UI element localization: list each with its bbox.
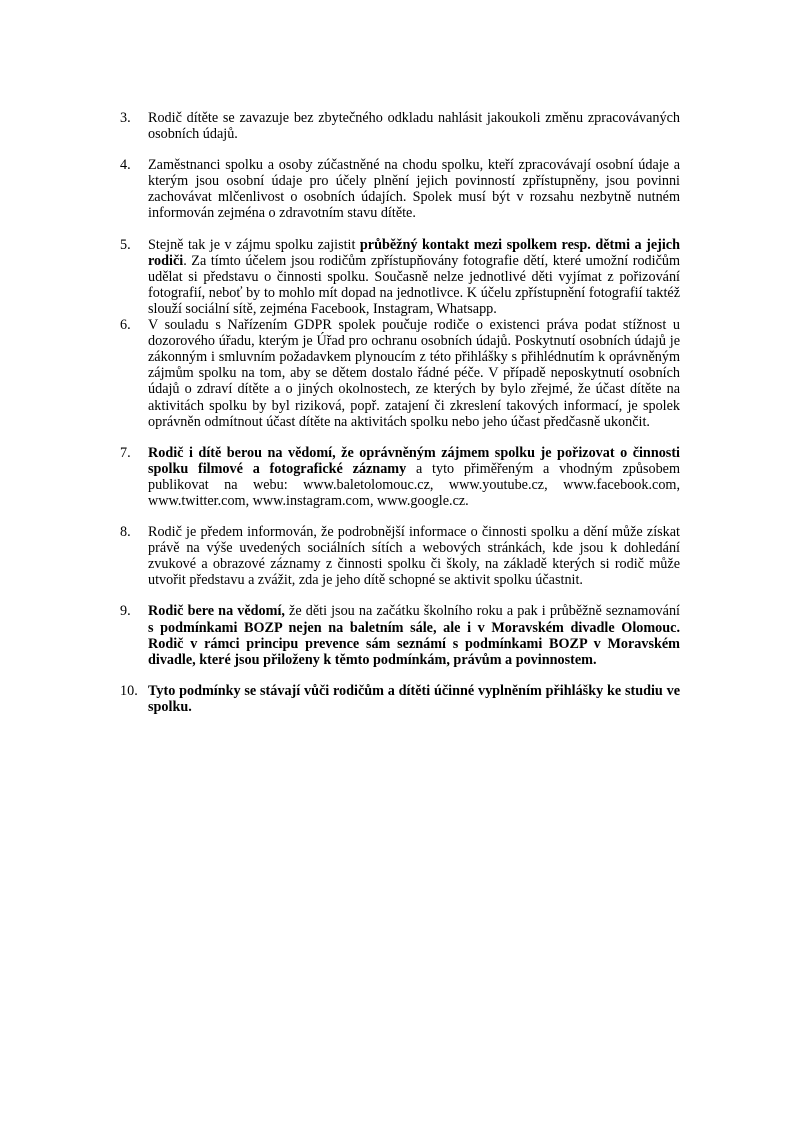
item-number: 9. <box>120 603 131 620</box>
item-number: 3. <box>120 110 131 126</box>
list-item-7 <box>120 445 680 509</box>
item-text-run: Rodič dítěte se zavazuje bez zbytečného odkladu nahlásit jakoukoli změnu zpracovávaných osobních údajů. <box>148 110 680 143</box>
item-text-bold: s podmínkami BOZP nejen na baletním sále, ale i v Moravském divadle Olomouc. Rodič v rámci principu prevence sám seznámí s podmínkami BOZP v Moravském divadle, které jsou přiloženy k těmto podmínkám, právům a povinnostem. <box>148 619 680 668</box>
item-text-run: Stejně tak je v zájmu spolku zajistit <box>148 236 360 253</box>
list-item-9 <box>120 603 680 667</box>
item-text <box>148 445 680 509</box>
item-number: 4. <box>120 157 131 174</box>
item-number: 5. <box>120 236 131 253</box>
list-item-6 <box>120 317 680 430</box>
list-item-4 <box>120 157 680 221</box>
item-number: 8. <box>120 524 131 541</box>
item-text <box>148 524 680 588</box>
item-text <box>148 110 680 142</box>
item-text-bold: Tyto podmínky se stávají vůči rodičům a dítěti účinné vyplněním přihlášky ke studiu ve spolku. <box>148 682 680 715</box>
item-text-run: a tyto přiměřeným a vhodným způsobem publikovat na webu: www.baletolomouc.cz, www.youtube.cz, www.facebook.com, www.twitter.com, www.instagram.com, www.google.cz. <box>148 460 680 509</box>
item-text-run: V souladu s Nařízením GDPR spolek poučuje rodiče o existenci práva podat stížnost u dozorového úřadu, kterým je Úřad pro ochranu osobních údajů. Poskytnutí osobních údajů je zákonným i smluvním požadavkem plynoucím z této přihlášky s přihlédnutím k oprávněným zájmům spolku na tom, aby se dětem dostalo řádné péče. V případě neposkytnutí osobních údajů o zdraví dítěte a o jiných okolnostech, ze kterých by bylo zřejmé, že účast dítěte na aktivitách spolku by byl riziková, popř. zatajení či zkreslení takových informací, je spolek oprávněn odmítnout účast dítěte na aktivitách spolku nebo jeho účast předčasně ukončit. <box>148 317 680 430</box>
item-text <box>148 683 680 715</box>
item-text <box>148 317 680 430</box>
item-number: 6. <box>120 317 131 334</box>
list-item-10 <box>120 683 680 715</box>
item-text-run: že děti jsou na začátku školního roku a pak i průběžně seznamování <box>284 603 680 620</box>
numbered-list <box>120 110 680 715</box>
item-number: 7. <box>120 444 131 461</box>
item-text-bold: Rodič bere na vědomí, <box>148 603 285 620</box>
item-text-run: Zaměstnanci spolku a osoby zúčastněné na chodu spolku, kteří zpracovávají osobní údaje a kterým jsou osobní údaje pro účely plnění jejich povinností zpřístupněny, jsou povinni zachovávat mlčenlivost o osobních údajích. Spolek musí být v rozsahu nezbytně nutném informován zejména o zdravotním stavu dítěte. <box>148 157 680 222</box>
item-text-run: . Za tímto účelem jsou rodičům zpřístupňovány fotografie dětí, které umožní rodičům udělat si představu o činnosti spolku. Současně nelze jednotlivé děti vyjímat z pořizování fotografií, neboť by to mohlo mít dopad na jednotlivce. K účelu zpřístupnění fotografií taktéž slouží sociální sítě, zejména Facebook, Instagram, Whatsapp. <box>148 252 680 317</box>
list-item-8 <box>120 524 680 588</box>
item-text-bold: průběžný kontakt mezi spolkem resp. dětmi a jejich rodiči <box>148 236 680 269</box>
item-text <box>148 157 680 221</box>
item-number: 10. <box>120 682 138 699</box>
item-text-bold: Rodič i dítě berou na vědomí, že oprávněným zájmem spolku je pořizovat o činnosti spolku filmové a fotografické záznamy <box>148 444 680 477</box>
item-text-run: Rodič je předem informován, že podrobnější informace o činnosti spolku a dění může získat právě na výše uvedených sociálních sítích a webových stránkách, kde jsou k dohledání zvukové a obrazové záznamy z činnosti spolku či školy, na základě kterých si rodič může utvořit představu a zvážit, zda je jeho dítě schopné se aktivit spolku účastnit. <box>148 524 680 589</box>
list-item-5 <box>120 237 680 317</box>
item-text <box>148 603 680 667</box>
item-text <box>148 237 680 317</box>
list-item-3 <box>120 110 680 142</box>
